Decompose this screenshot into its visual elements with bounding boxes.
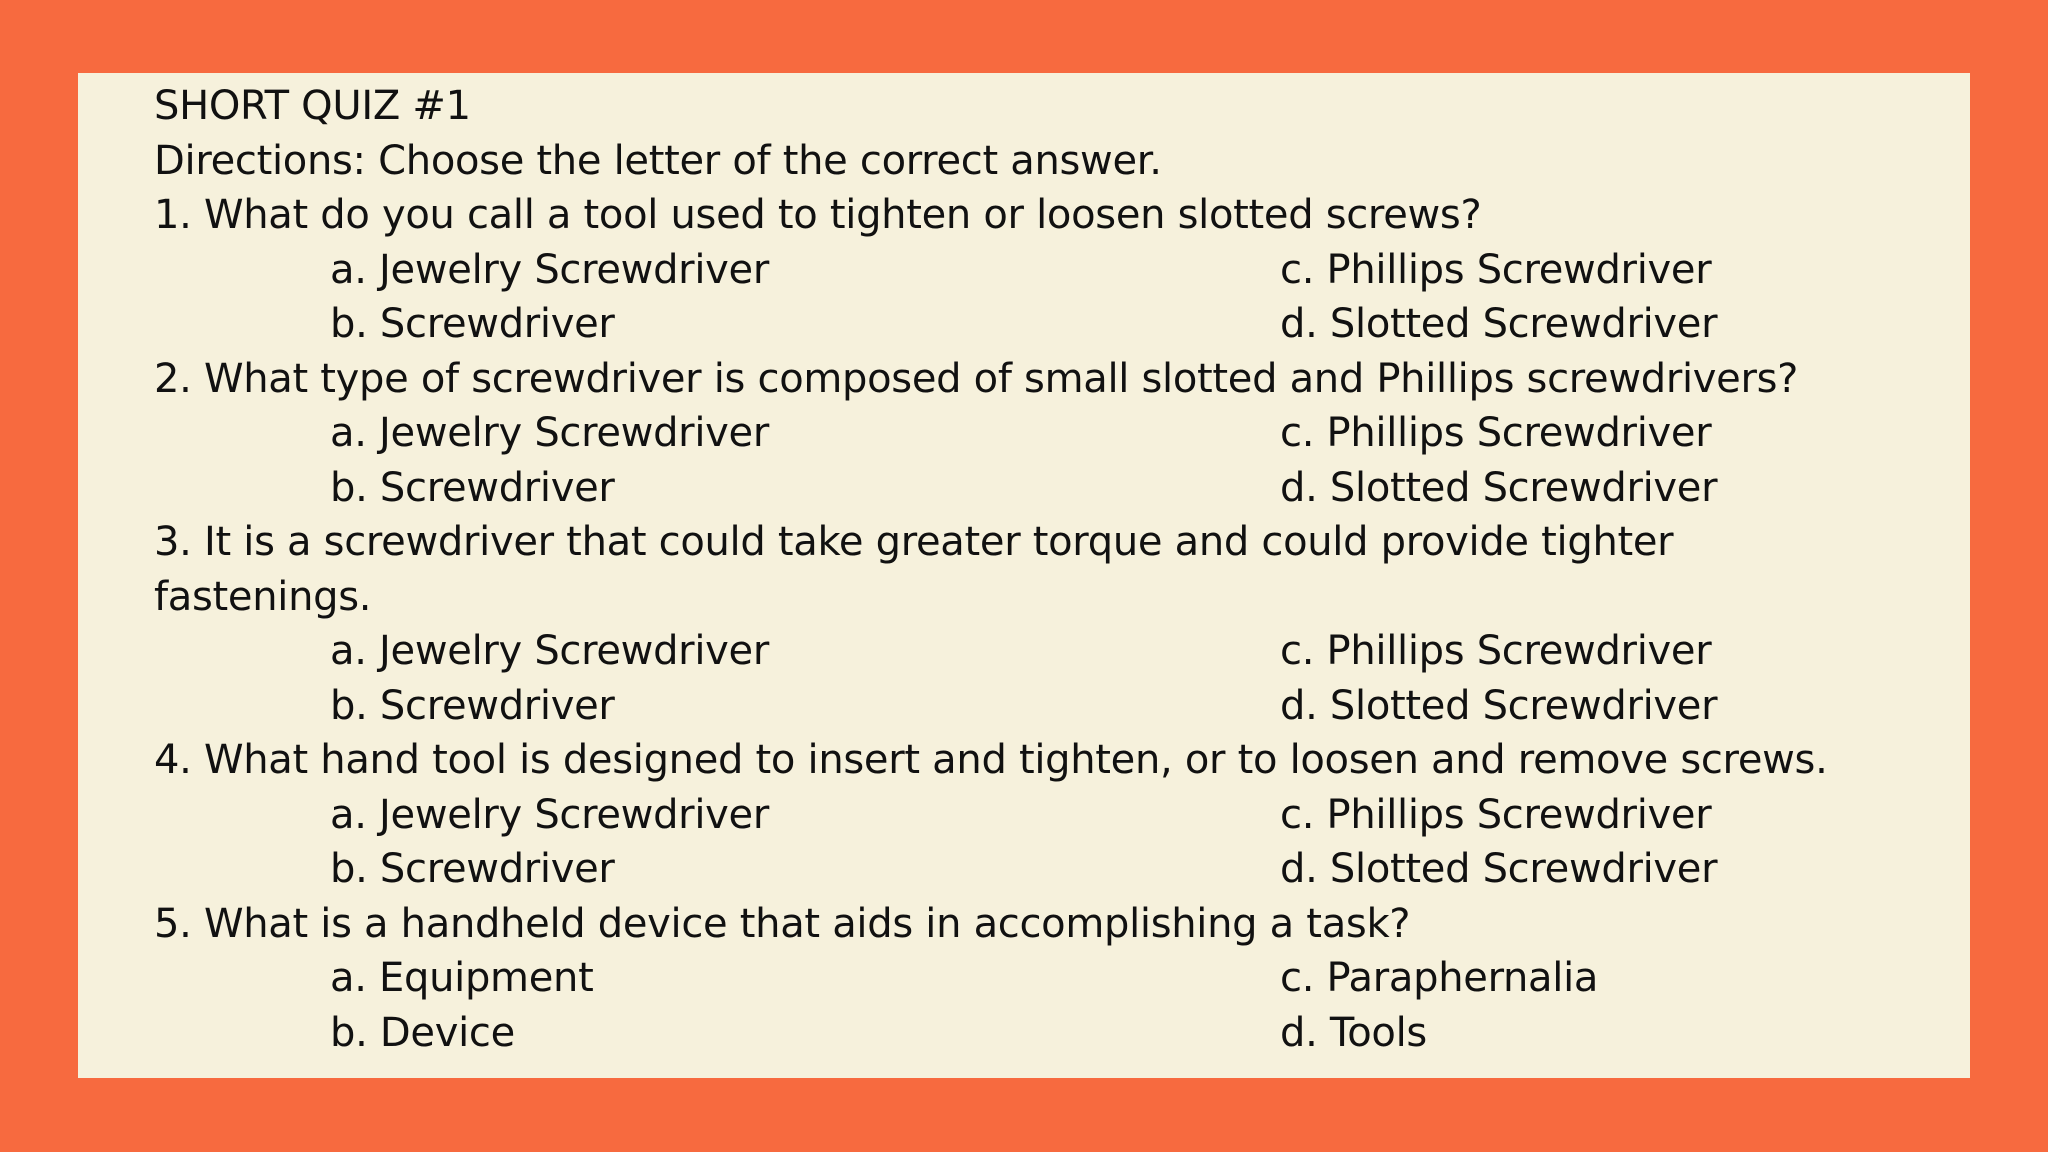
question-5-choice-b: b. Device: [330, 1009, 515, 1056]
quiz-directions: Directions: Choose the letter of the correct answer.: [154, 137, 1162, 184]
question-1-choice-a: a. Jewelry Screwdriver: [330, 246, 769, 293]
quiz-content: [154, 79, 1954, 1060]
question-3-choice-a: a. Jewelry Screwdriver: [330, 628, 769, 674]
question-5: 5. What is a handheld device that aids in accomplishing a task?: [154, 900, 1411, 947]
question-4-choice-c: c. Phillips Screwdriver: [1280, 791, 1712, 838]
question-5-choices: [154, 951, 1954, 1060]
question-3-choice-d: d. Slotted Screwdriver: [1280, 682, 1718, 729]
question-2-choice-b: b. Screwdriver: [330, 464, 615, 511]
question-5-choice-c: c. Paraphernalia: [1280, 955, 1599, 1001]
question-1-choices: [154, 243, 1954, 352]
question-1-choice-d: d. Slotted Screwdriver: [1280, 301, 1718, 347]
quiz-title: SHORT QUIZ #1: [154, 83, 471, 129]
question-1-choice-c: c. Phillips Screwdriver: [1280, 246, 1712, 293]
question-2-choices: [154, 406, 1954, 515]
question-2-choice-d: d. Slotted Screwdriver: [1280, 464, 1718, 511]
question-4-choices: [154, 788, 1954, 897]
question-3-choice-b: b. Screwdriver: [330, 682, 615, 729]
question-1-choice-b: b. Screwdriver: [330, 301, 615, 347]
question-4-choice-a: a. Jewelry Screwdriver: [330, 791, 769, 838]
question-5-choice-a: a. Equipment: [330, 955, 594, 1001]
question-4: 4. What hand tool is designed to insert and tighten, or to loosen and remove screws.: [154, 737, 1828, 783]
question-4-choice-d: d. Slotted Screwdriver: [1280, 846, 1718, 892]
question-3-choice-c: c. Phillips Screwdriver: [1280, 628, 1712, 674]
question-3: 3. It is a screwdriver that could take greater torque and could provide tighter fastenings.: [154, 519, 1674, 620]
question-2-choice-c: c. Phillips Screwdriver: [1280, 410, 1712, 456]
quiz-card: [78, 73, 1970, 1078]
question-3-choices: [154, 624, 1954, 733]
question-2-choice-a: a. Jewelry Screwdriver: [330, 410, 769, 456]
question-4-choice-b: b. Screwdriver: [330, 846, 615, 892]
question-1: 1. What do you call a tool used to tighten or loosen slotted screws?: [154, 192, 1482, 238]
question-2: 2. What type of screwdriver is composed of small slotted and Phillips screwdrivers?: [154, 355, 1799, 402]
question-5-choice-d: d. Tools: [1280, 1009, 1427, 1056]
